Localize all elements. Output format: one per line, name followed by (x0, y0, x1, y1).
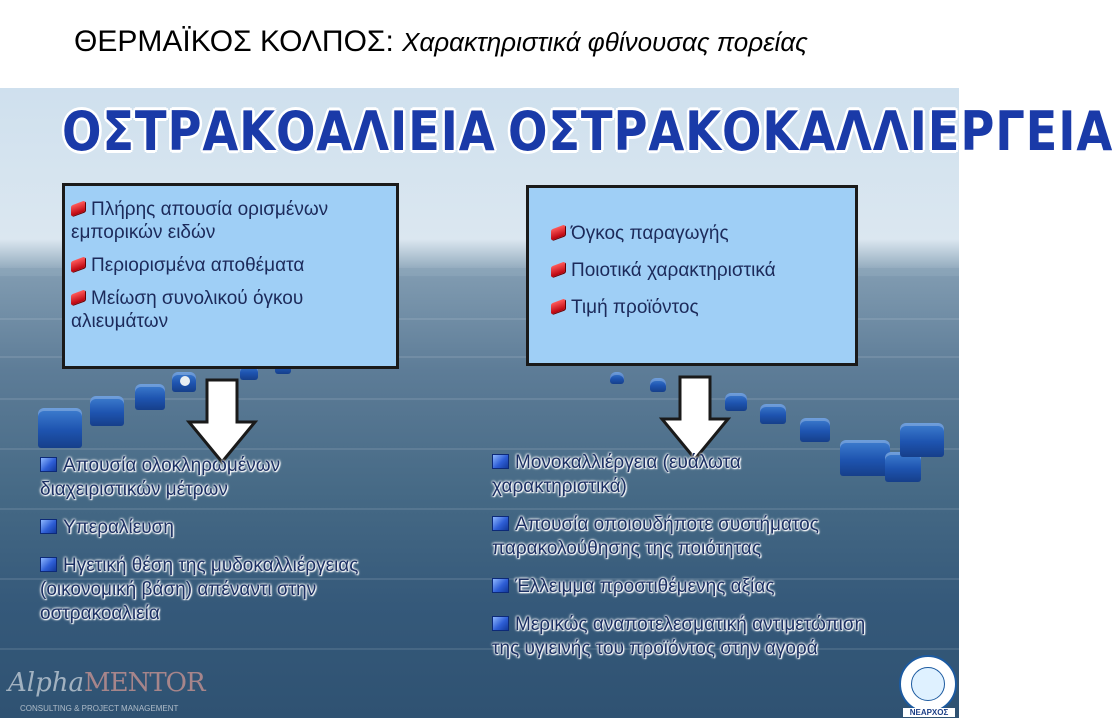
heading-shellfish-farming: ΟΣΤΡΑΚΟΚΑΛΛΙΕΡΓΕΙΑ (508, 100, 1113, 163)
fishing-characteristics-box (62, 183, 399, 369)
farming-problems-list (492, 451, 952, 661)
buoy (135, 384, 165, 410)
blue-square-bullet-icon (40, 557, 57, 572)
box-item: Ποιοτικά χαρακτηριστικά (551, 259, 845, 282)
list-item: Απουσία ολοκληρωμένων διαχειριστικών μέτρων (40, 455, 281, 500)
title-subtitle: Χαρακτηριστικά φθίνουσας πορείας (402, 27, 808, 57)
blue-square-bullet-icon (492, 454, 509, 469)
buoy (800, 418, 830, 442)
nearchos-seal-logo (899, 655, 957, 713)
red-bullet-icon (71, 289, 85, 305)
down-arrow-icon (185, 378, 259, 464)
blue-square-bullet-icon (492, 616, 509, 631)
blue-square-bullet-icon (492, 516, 509, 531)
blue-square-bullet-icon (40, 519, 57, 534)
list-item: Έλλειμμα προστιθέμενης αξίας (492, 575, 952, 599)
nearchos-seal-label: ΝΕΑΡΧΟΣ (903, 708, 955, 717)
red-bullet-icon (71, 256, 85, 272)
fish-emblem-icon (911, 667, 945, 701)
alpha-mentor-logo: AlphaMENTOR (8, 668, 205, 698)
slide-title (74, 25, 808, 59)
heading-shellfish-fishing: ΟΣΤΡΑΚΟΑΛΙΕΙΑ (62, 100, 496, 163)
buoy (38, 408, 82, 448)
red-bullet-icon (71, 200, 85, 216)
list-item: Υπεραλίευση (40, 516, 460, 540)
slide-header (0, 0, 959, 88)
box-item: Περιορισμένα αποθέματα (71, 254, 386, 277)
title-main: ΘΕΡΜΑΪΚΟΣ ΚΟΛΠΟΣ: (74, 25, 403, 58)
box-item: Όγκος παραγωγής (551, 222, 845, 245)
blue-square-bullet-icon (40, 457, 57, 472)
list-item: Μονοκαλλιέργεια (ευάλωτα χαρακτηριστικά) (492, 452, 741, 497)
blue-square-bullet-icon (492, 578, 509, 593)
buoy (760, 404, 786, 424)
alpha-mentor-tagline: CONSULTING & PROJECT MANAGEMENT (20, 704, 179, 713)
box-item: Πλήρης απουσία ορισμένων εμπορικών ειδών (71, 199, 329, 243)
box-item: Μείωση συνολικού όγκου αλιευμάτων (71, 288, 304, 332)
down-arrow-icon (658, 375, 732, 461)
red-bullet-icon (551, 261, 565, 277)
red-bullet-icon (551, 298, 565, 314)
red-bullet-icon (551, 224, 565, 240)
buoy (90, 396, 124, 426)
buoy (610, 372, 624, 384)
list-item: Απουσία οποιουδήποτε συστήματος παρακολούθησης της ποιότητας (492, 514, 819, 559)
list-item: Ηγετική θέση της μυδοκαλλιέργειας (οικονομική βάση) απέναντι στην οστρακοαλιεία (40, 555, 359, 624)
fishing-problems-list (40, 454, 460, 626)
farming-characteristics-box (526, 185, 858, 366)
box-item: Τιμή προϊόντος (551, 296, 845, 319)
list-item: Μερικώς αναποτελεσματική αντιμετώπιση της υγιεινής του προϊόντος στην αγορά (492, 614, 866, 659)
